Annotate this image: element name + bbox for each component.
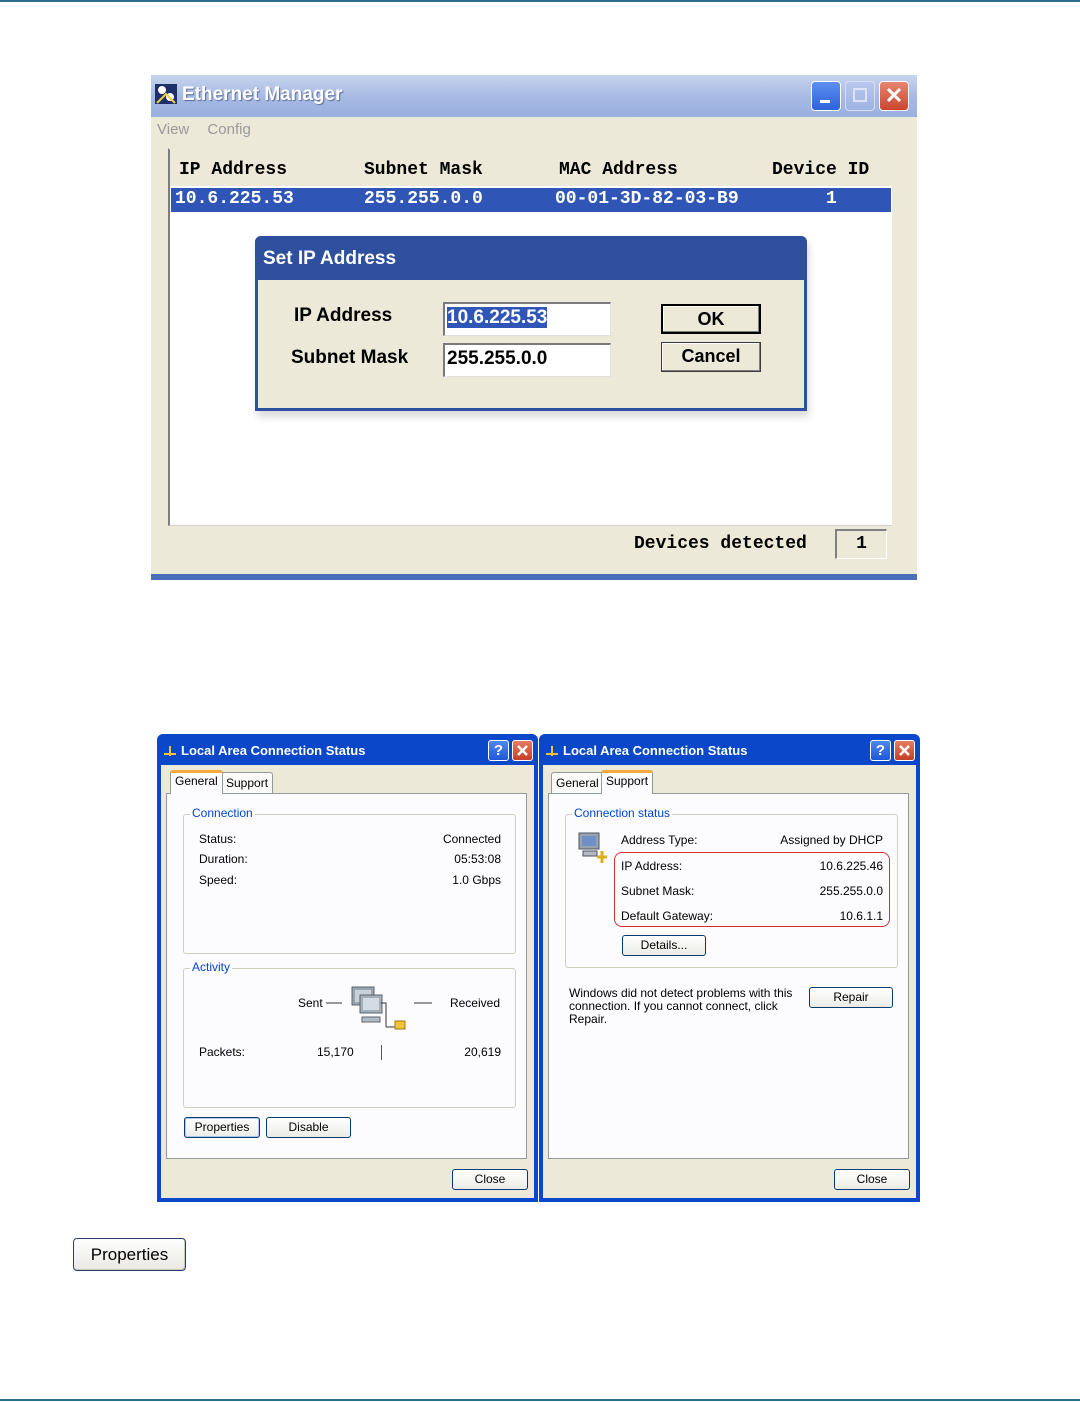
support-tab-panel <box>548 793 909 1159</box>
tab-general[interactable]: General <box>170 770 223 794</box>
details-button[interactable]: Details... <box>622 935 706 956</box>
menu-bar <box>157 121 265 138</box>
speed-value: 1.0 Gbps <box>452 873 501 887</box>
row-mask: 255.255.0.0 <box>364 189 483 209</box>
help-icon: ? <box>493 742 504 759</box>
network-icon <box>163 744 177 758</box>
subnet-mask-label: Subnet Mask: <box>621 884 695 898</box>
activity-group <box>183 960 516 1108</box>
subnet-mask-value: 255.255.0.0 <box>819 884 883 898</box>
duration-label: Duration: <box>199 852 248 866</box>
row-ip: 10.6.225.53 <box>175 189 294 209</box>
ip-address-value: 10.6.225.53 <box>447 307 548 328</box>
column-ip-address[interactable]: IP Address <box>179 160 288 180</box>
address-type-value: Assigned by DHCP <box>780 833 883 847</box>
activity-computers-icon <box>326 981 436 1037</box>
close-icon <box>895 741 914 760</box>
devices-detected-label: Devices detected <box>634 534 807 554</box>
tab-general[interactable]: General <box>551 772 604 793</box>
dialog-body <box>543 765 916 1198</box>
row-mac: 00-01-3D-82-03-B9 <box>555 189 739 209</box>
close-button[interactable]: Close <box>452 1169 528 1190</box>
maximize-button[interactable] <box>845 81 875 111</box>
default-gateway-label: Default Gateway: <box>621 909 714 923</box>
status-value: Connected <box>442 832 501 846</box>
close-icon <box>880 82 908 110</box>
app-logo-icon <box>154 82 178 106</box>
dialog-body <box>161 765 534 1198</box>
received-label: Received <box>449 996 500 1010</box>
repair-button[interactable]: Repair <box>809 987 893 1008</box>
repair-message-line: Repair. <box>569 1012 608 1026</box>
subnet-mask-label: Subnet Mask <box>291 347 409 368</box>
address-type-label: Address Type: <box>621 833 698 847</box>
lac-support-window <box>539 734 920 1202</box>
close-button[interactable] <box>879 81 909 111</box>
packets-sent-value: 15,170 <box>317 1045 354 1059</box>
activity-group-label: Activity <box>192 960 231 974</box>
repair-message <box>569 987 792 1026</box>
set-ip-address-dialog <box>255 236 807 411</box>
row-device-id: 1 <box>826 189 837 209</box>
minimize-button[interactable] <box>811 81 841 111</box>
properties-button-large[interactable]: Properties <box>73 1238 186 1271</box>
general-tab-panel <box>166 793 527 1159</box>
close-window-button[interactable] <box>894 740 915 761</box>
device-list-header <box>170 150 892 186</box>
sent-label: Sent <box>298 996 323 1010</box>
ip-address-label: IP Address: <box>621 859 683 873</box>
network-icon <box>545 744 559 758</box>
title-bar[interactable] <box>151 75 917 117</box>
connection-status-group <box>565 806 898 968</box>
close-icon <box>513 741 532 760</box>
connection-group <box>183 806 516 954</box>
minimize-icon <box>812 82 840 110</box>
help-icon: ? <box>875 742 886 759</box>
network-connection-icon <box>576 831 610 865</box>
close-window-button[interactable] <box>512 740 533 761</box>
ip-address-value: 10.6.225.46 <box>819 859 883 873</box>
default-gateway-value: 10.6.1.1 <box>839 909 883 923</box>
column-subnet-mask[interactable]: Subnet Mask <box>364 160 483 180</box>
duration-value: 05:53:08 <box>454 852 501 866</box>
lac-general-window <box>157 734 538 1202</box>
close-button[interactable]: Close <box>834 1169 910 1190</box>
connection-group-label: Connection <box>192 806 253 820</box>
subnet-mask-value: 255.255.0.0 <box>447 348 548 369</box>
connection-status-group-label: Connection status <box>574 806 671 820</box>
packets-divider <box>381 1045 382 1060</box>
column-device-id[interactable]: Device ID <box>772 160 870 180</box>
help-button[interactable] <box>870 740 891 761</box>
devices-detected-count: 1 <box>835 529 887 559</box>
column-mac-address[interactable]: MAC Address <box>559 160 678 180</box>
menu-config[interactable]: Config <box>207 121 251 138</box>
disable-button[interactable]: Disable <box>266 1117 351 1138</box>
cancel-button[interactable]: Cancel <box>661 342 761 372</box>
tab-support[interactable]: Support <box>221 772 273 793</box>
menu-view[interactable]: View <box>157 121 190 138</box>
maximize-icon <box>846 82 874 110</box>
packets-label: Packets: <box>199 1045 246 1059</box>
speed-label: Speed: <box>199 873 238 887</box>
properties-button[interactable]: Properties <box>184 1117 260 1138</box>
tab-support[interactable]: Support <box>601 770 653 794</box>
packets-received-value: 20,619 <box>464 1045 501 1059</box>
top-rule <box>0 0 1080 2</box>
dialog-title: Set IP Address <box>263 248 397 269</box>
window-title: Local Area Connection Status <box>181 743 366 758</box>
repair-message-line: Windows did not detect problems with this <box>569 986 793 1000</box>
help-button[interactable] <box>488 740 509 761</box>
ok-button[interactable]: OK <box>661 304 761 334</box>
window-title: Local Area Connection Status <box>563 743 748 758</box>
ip-address-label: IP Address <box>294 305 393 326</box>
bottom-rule <box>0 1399 1080 1401</box>
repair-message-line: connection. If you cannot connect, click <box>569 999 778 1013</box>
device-row[interactable] <box>171 188 891 212</box>
dialog-title-bar[interactable] <box>255 236 807 280</box>
window-title: Ethernet Manager <box>182 84 343 105</box>
subnet-mask-input[interactable] <box>443 343 611 377</box>
ip-address-input[interactable] <box>443 302 611 336</box>
status-label: Status: <box>199 832 237 846</box>
